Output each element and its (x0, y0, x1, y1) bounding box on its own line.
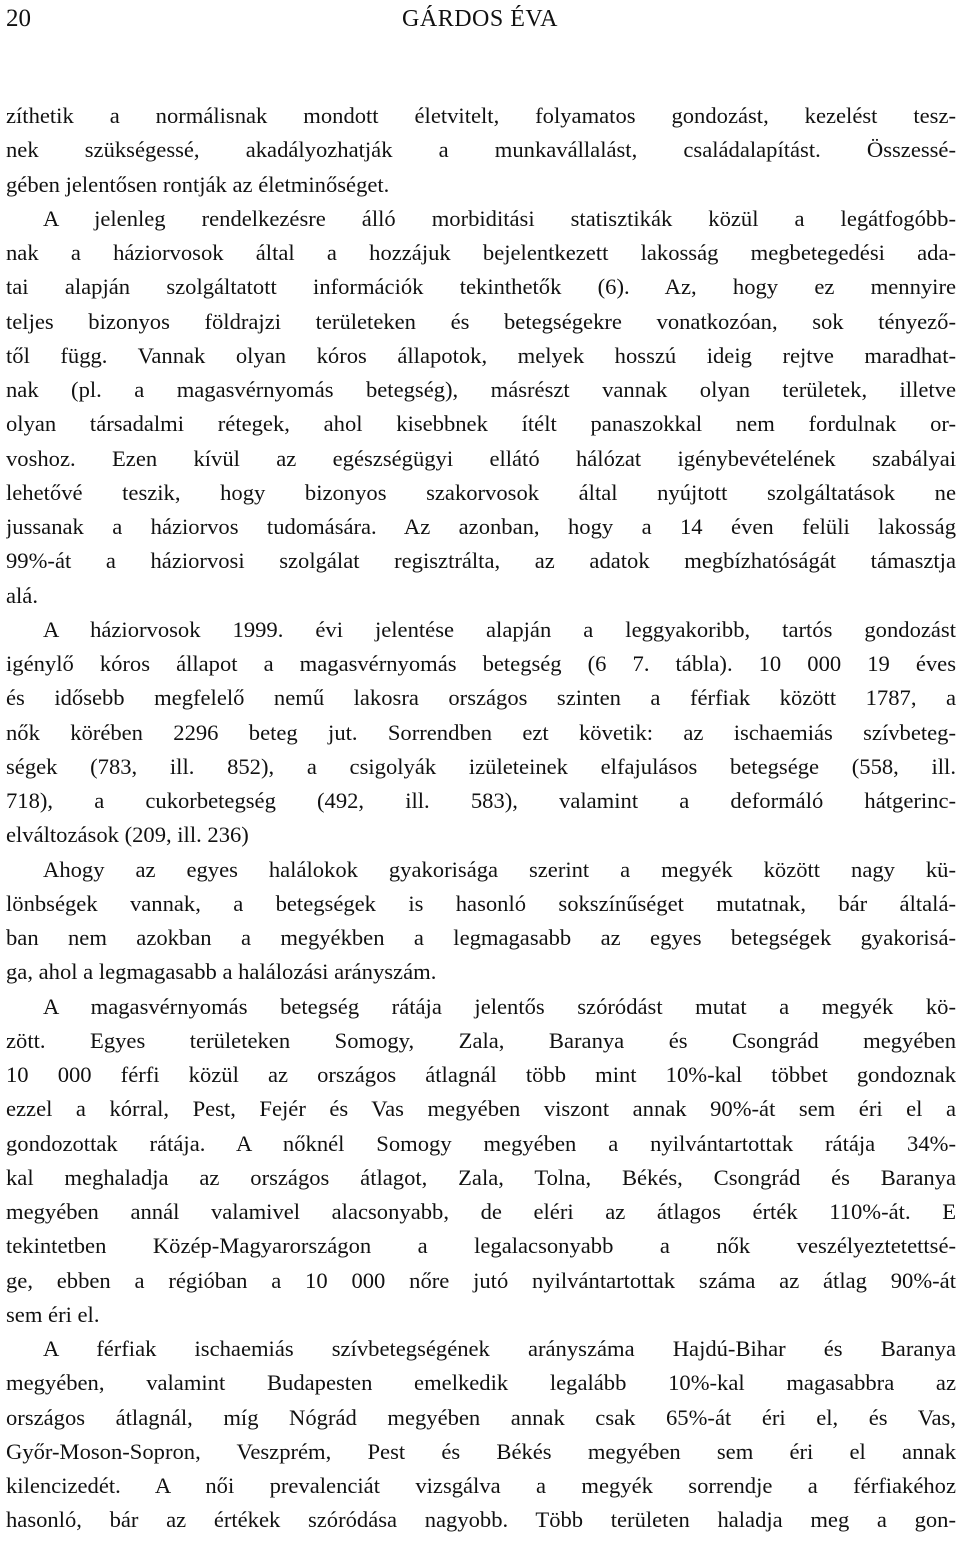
text-line: elváltozások (209, ill. 236) (6, 822, 249, 848)
text-line: megyében annál valamivel alacsonyabb, de eléri az átlagos érték 110%-át. E (6, 1199, 956, 1224)
text-line: 10 000 férfi közül az országos átlagnál több mint 10%-kal többet gondoznak (6, 1062, 956, 1087)
text-line: A férfiak ischaemiás szívbetegségének arányszáma Hajdú-Bihar és Baranya (43, 1336, 956, 1361)
text-line: kilencizedét. A női prevalenciát vizsgálva a megyék sorrendje a férfiakéhoz (6, 1473, 956, 1498)
text-line: 99%-át a háziorvosi szolgálat regisztrálta, az adatok megbízhatóságát támasztja (6, 548, 956, 574)
text-line: A háziorvosok 1999. évi jelentése alapján a leggyakoribb, tartós gondozást (43, 616, 956, 642)
text-line: jussanak a háziorvos tudomására. Az azonban, hogy a 14 éven felüli lakosság (6, 514, 956, 539)
running-title: GÁRDOS ÉVA (402, 6, 558, 32)
text-line: A magasvérnyomás betegség rátája jelentős szóródást mutat a megyék kö- (43, 993, 956, 1019)
text-line: nak a háziorvosok által a hozzájuk bejelentkezett lakosság megbetegedési ada- (6, 240, 956, 265)
text-line: megyében, valamint Budapesten emelkedik legalább 10%-kal magasabbra az (6, 1370, 956, 1396)
text-line: nek szükségessé, akadályozhatják a munkavállalást, családalapítást. Összessé- (6, 137, 956, 163)
text-line: nak (pl. a magasvérnyomás betegség), másrészt vannak olyan területek, illetve (6, 377, 956, 402)
text-line: A jelenleg rendelkezésre álló morbiditási statisztikák közül a legátfogóbb- (43, 205, 956, 231)
text-line: zíthetik a normálisnak mondott életvitelt, folyamatos gondozást, kezelést tesz- (6, 103, 956, 128)
text-line: lehetővé teszik, hogy bizonyos szakorvosok által nyújtott szolgáltatások ne (6, 479, 956, 505)
text-line: gében jelentősen rontják az életminőséget. (6, 171, 390, 197)
text-line: lönbségek vannak, a betegségek is hasonló sokszínűséget mutatnak, bár általá- (6, 890, 956, 916)
text-line: gondozottak rátája. A nőknél Somogy megyében a nyilvántartottak rátája 34%- (6, 1130, 956, 1156)
text-line: nők körében 2296 beteg jut. Sorrendben ezt követik: az ischaemiás szívbeteg- (6, 719, 956, 745)
text-line: országos átlagnál, míg Nógrád megyében annak csak 65%-át éri el, és Vas, (6, 1404, 956, 1430)
body-text (6, 99, 956, 1538)
text-line: 718), a cukorbetegség (492, ill. 583), valamint a deformáló hátgerinc- (6, 788, 956, 813)
text-line: igénylő kóros állapot a magasvérnyomás betegség (6 7. tábla). 10 000 19 éves (6, 651, 956, 676)
text-line: alá. (6, 582, 38, 608)
text-line: től függ. Vannak olyan kóros állapotok, melyek hosszú ideig rejtve maradhat- (6, 342, 956, 368)
text-line: ge, ebben a régióban a 10 000 nőre jutó nyilvántartottak száma az átlag 90%-át (6, 1267, 956, 1293)
text-line: voshoz. Ezen kívül az egészségügyi ellátó hálózat igénybevételének szabályai (6, 445, 956, 471)
text-line: tai alapján szolgáltatott információk tekinthetők (6). Az, hogy ez mennyire (6, 274, 956, 300)
text-line: Ahogy az egyes halálokok gyakorisága szerint a megyék között nagy kü- (43, 856, 956, 882)
text-line: hasonló, bár az értékek szóródása nagyobb. Több területen haladja meg a gon- (6, 1507, 956, 1533)
text-line: ségek (783, ill. 852), a csigolyák izületeinek elfajulásos betegsége (558, ill. (6, 753, 956, 779)
page-number: 20 (6, 5, 31, 32)
text-line: sem éri el. (6, 1301, 100, 1327)
text-line: olyan társadalmi rétegek, ahol kisebbnek ítélt panaszokkal nem fordulnak or- (6, 411, 956, 437)
text-line: és idősebb megfelelő nemű lakosra országos szinten a férfiak között 1787, a (6, 685, 956, 711)
text-line: tekintetben Közép-Magyarországon a legalacsonyabb a nők veszélyeztetettsé- (6, 1233, 956, 1259)
text-line: Győr-Moson-Sopron, Veszprém, Pest és Békés megyében sem éri el annak (6, 1438, 956, 1464)
text-line: zött. Egyes területeken Somogy, Zala, Baranya és Csongrád megyében (6, 1027, 956, 1053)
text-line: ga, ahol a legmagasabb a halálozási arányszám. (6, 959, 437, 985)
text-line: ban nem azokban a megyékben a legmagasabb az egyes betegségek gyakorisá- (6, 925, 956, 950)
text-line: kal meghaladja az országos átlagot, Zala, Tolna, Békés, Csongrád és Baranya (6, 1164, 956, 1190)
text-line: teljes bizonyos földrajzi területeken és betegségekre vonatkozóan, sok tényező- (6, 308, 956, 334)
text-line: ezzel a kórral, Pest, Fejér és Vas megyében viszont annak 90%-át sem éri el a (6, 1096, 956, 1122)
